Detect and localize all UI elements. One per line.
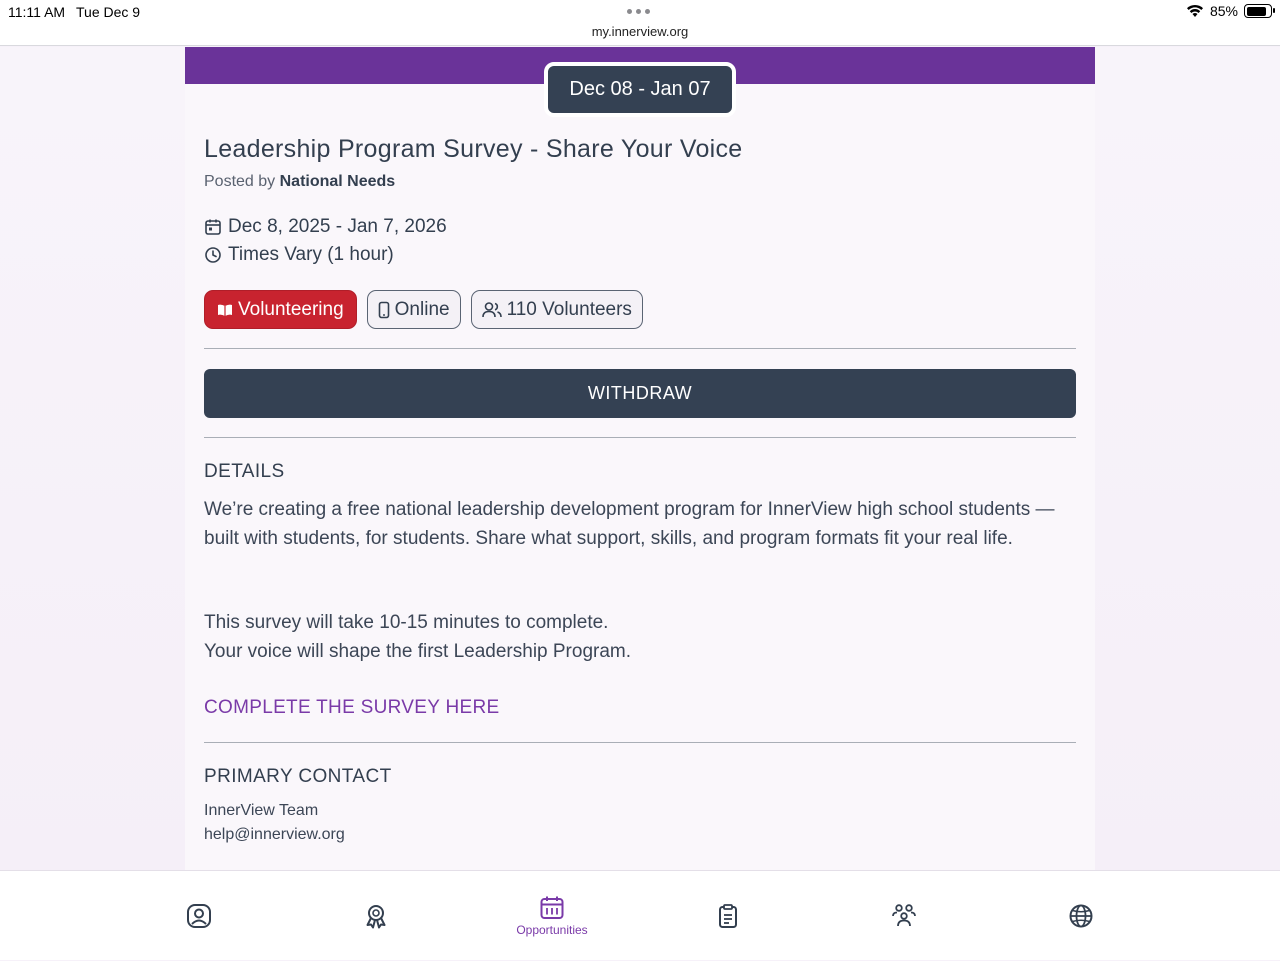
status-date: Tue Dec 9 [76,4,141,20]
tag-online[interactable] [367,290,461,329]
posted-by [204,173,395,191]
contact-name: InnerView Team [204,802,319,819]
tag-volunteering-label: Volunteering [238,298,344,320]
divider [204,437,1076,438]
nav-opportunities[interactable] [492,871,612,961]
contact-heading: PRIMARY CONTACT [204,766,392,787]
battery-percent: 85% [1209,3,1238,19]
details-paragraph: We’re creating a free national leadership development program for InnerView high school students — built with students, for students. Share what support, skills, and program formats fit your real life. [204,499,1055,549]
details-heading: DETAILS [204,461,285,482]
profile-icon [186,903,212,929]
posted-by-prefix: Posted by [204,173,276,190]
award-icon [363,903,389,929]
nav-community[interactable] [844,871,964,961]
date-badge: Dec 08 - Jan 07 [544,62,736,117]
withdraw-button[interactable]: WITHDRAW [204,369,1076,418]
times: Times Vary (1 hour) [228,244,394,265]
globe-icon [1068,903,1094,929]
clock-icon [204,246,222,264]
tag-volunteers[interactable] [471,290,643,329]
clipboard-icon [715,903,741,929]
opportunity-card [185,47,1095,870]
calendar-small-icon [204,218,222,236]
browser-menu-dots[interactable] [627,9,650,14]
people-icon [890,903,918,929]
nav-opportunities-label: Opportunities [516,923,588,937]
calendar-icon [539,895,565,921]
details-impact: Your voice will shape the first Leadership Program. [204,641,632,662]
nav-global[interactable] [1021,871,1141,961]
status-right [1186,3,1272,19]
phone-icon [378,301,390,319]
users-icon [482,301,502,319]
tag-list [204,290,643,329]
status-bar [0,0,1280,46]
url-bar[interactable]: my.innerview.org [591,24,689,39]
survey-link[interactable]: COMPLETE THE SURVEY HERE [204,697,500,718]
bottom-nav [0,870,1280,960]
status-time: 11:11 AM [8,4,66,20]
tag-online-label: Online [394,298,450,320]
times-row [204,244,394,266]
date-range-row [204,216,447,238]
divider [204,348,1076,349]
divider [204,742,1076,743]
date-range: Dec 8, 2025 - Jan 7, 2026 [228,216,447,237]
page-title: Leadership Program Survey - Share Your Voice [204,135,743,163]
wifi-icon [1186,4,1204,18]
nav-awards[interactable] [316,871,436,961]
book-icon [217,303,233,317]
battery-icon [1244,4,1272,18]
contact-email[interactable]: help@innerview.org [204,826,345,843]
tag-volunteering[interactable] [204,290,357,329]
details-duration: This survey will take 10-15 minutes to complete. [204,612,609,633]
posted-by-org[interactable]: National Needs [279,173,396,190]
nav-profile[interactable] [139,871,259,961]
nav-tasks[interactable] [668,871,788,961]
tag-volunteers-label: 110 Volunteers [506,298,632,320]
